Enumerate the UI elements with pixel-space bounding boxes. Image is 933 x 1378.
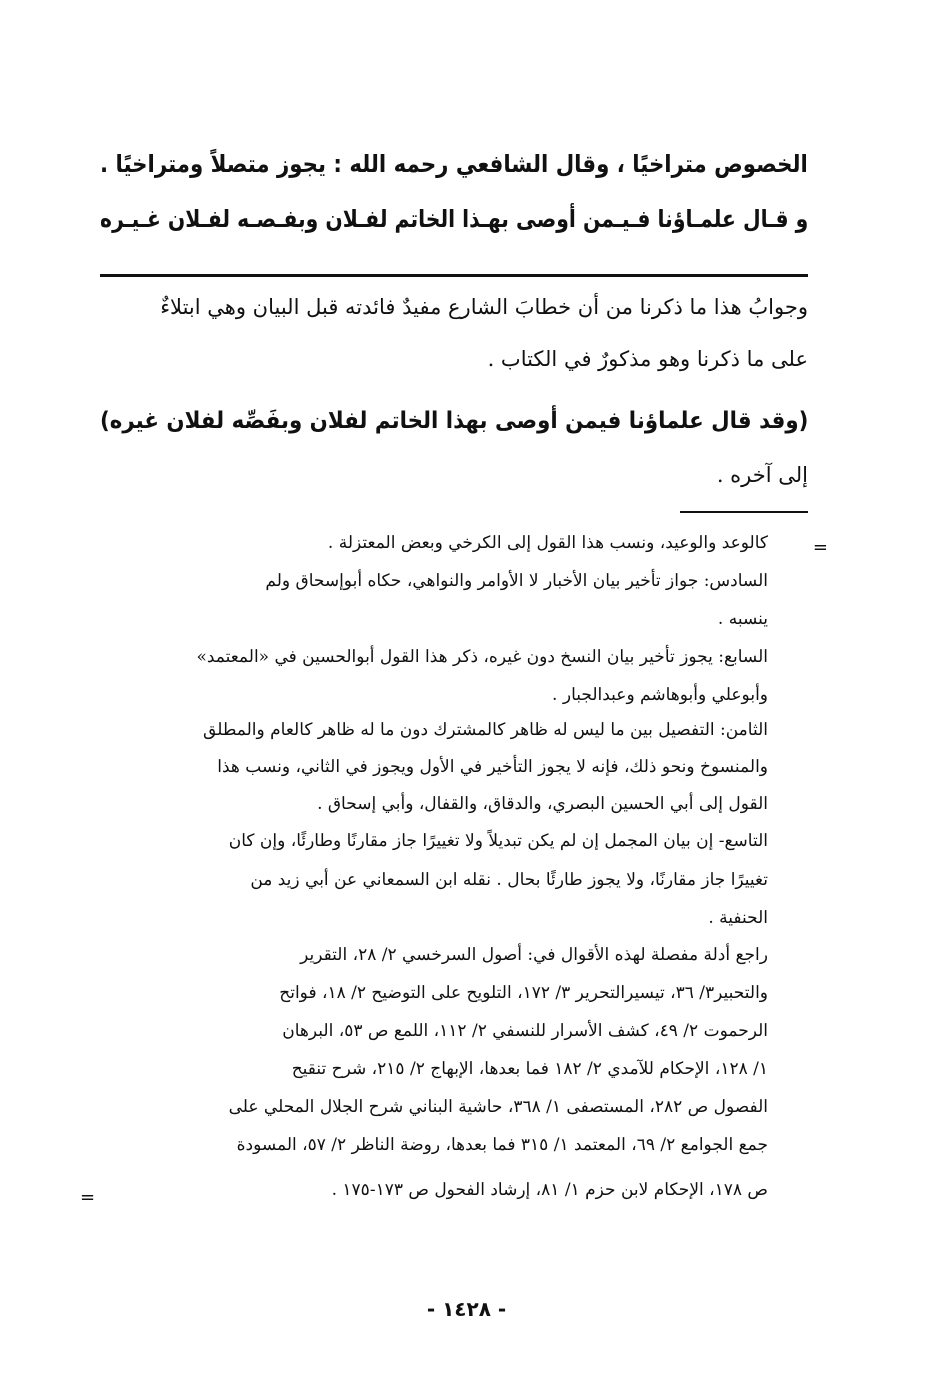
footnote-continuation-marker: = xyxy=(812,537,828,558)
footnote-line-9: التاسع- إن بيان المجمل إن لم يكن تبديلاً ولا تغييرًا جاز مقارنًا وطارئًا، وإن كان xyxy=(228,831,768,851)
footnote-line-14: الرحموت ٢/ ٤٩، كشف الأسرار للنسفي ٢/ ١١٢، اللمع ص ٥٣، البرهان xyxy=(282,1021,768,1041)
footnote-line-11: الحنفية . xyxy=(708,908,768,928)
footnote-line-10: تغييرًا جاز مقارنًا، ولا يجوز طارئًا بحال . نقله ابن السمعاني عن أبي زيد من xyxy=(250,870,768,890)
footnote-line-12: راجع أدلة مفصلة لهذه الأقوال في: أصول السرخسي ٢/ ٢٨، التقرير xyxy=(300,945,768,965)
footnote-line-6: الثامن: التفصيل بين ما ليس له ظاهر كالمشترك دون ما له ظاهر كالعام والمطلق xyxy=(203,720,768,740)
footnote-line-18: ص ١٧٨، الإحكام لابن حزم ١/ ٨١، إرشاد الفحول ص ١٧٣-١٧٥ . xyxy=(331,1180,768,1200)
footnote-line-5: وأبوعلي وأبوهاشم وعبدالجبار . xyxy=(552,685,768,705)
matn-line-1: الخصوص متراخيًا ، وقال الشافعي رحمه الله : يجوز متصلاً ومتراخيًا . xyxy=(100,150,808,178)
footnote-line-1: كالوعد والوعيد، ونسب هذا القول إلى الكرخي وبعض المعتزلة . xyxy=(327,533,768,553)
footnote-line-7: والمنسوخ ونحو ذلك، فإنه لا يجوز التأخير في الأول ويجوز في الثاني، ونسب هذا xyxy=(217,757,768,777)
matn-separator-rule xyxy=(100,274,808,277)
page-number: - ١٤٢٨ - xyxy=(426,1297,507,1321)
footnote-line-17: جمع الجوامع ٢/ ٦٩، المعتمد ١/ ٣١٥ فما بعدها، روضة الناظر ٢/ ٥٧، المسودة xyxy=(236,1135,768,1155)
footnote-line-3: ينسبه . xyxy=(717,609,768,629)
footnote-line-16: الفصول ص ٢٨٢، المستصفى ١/ ٣٦٨، حاشية البناني شرح الجلال المحلي على xyxy=(228,1097,768,1117)
sharh-quote-line-1: (وقد قال علماؤنا فيمن أوصى بهذا الخاتم لفلان وبفَصِّه لفلان غيره) xyxy=(99,408,808,434)
footnote-line-2: السادس: جواز تأخير بيان الأخبار لا الأوامر والنواهي، حكاه أبوإسحاق ولم xyxy=(265,571,768,591)
footnote-line-15: ١/ ١٢٨، الإحكام للآمدي ٢/ ١٨٢ فما بعدها، الإبهاج ٢/ ٢١٥، شرح تنقيح xyxy=(291,1059,768,1079)
footnote-end-marker: = xyxy=(80,1187,96,1208)
matn-line-2: و قـال علمـاؤنا فـيـمن أوصى بهـذا الخاتم لفـلان وبفـصـه لفـلان غـيـره xyxy=(99,205,808,233)
footnote-line-8: القول إلى أبي الحسين البصري، والدقاق، والقفال، وأبي إسحاق . xyxy=(317,794,768,814)
sharh-line-1: وجوابُ هذا ما ذكرنا من أن خطابَ الشارع مفيدٌ فائدته قبل البيان وهي ابتلاءٌ xyxy=(160,295,808,319)
sharh-line-2: على ما ذكرنا وهو مذكورٌ في الكتاب . xyxy=(487,347,808,371)
sharh-quote-line-2: إلى آخره . xyxy=(716,463,808,487)
footnote-line-13: والتحبير٣/ ٣٦، تيسيرالتحرير ٣/ ١٧٢، التلويح على التوضيح ٢/ ١٨، فواتح xyxy=(279,983,768,1003)
footnote-separator-rule xyxy=(680,511,808,513)
footnote-line-4: السابع: يجوز تأخير بيان النسخ دون غيره، ذكر هذا القول أبوالحسين في «المعتمد» xyxy=(196,647,768,667)
